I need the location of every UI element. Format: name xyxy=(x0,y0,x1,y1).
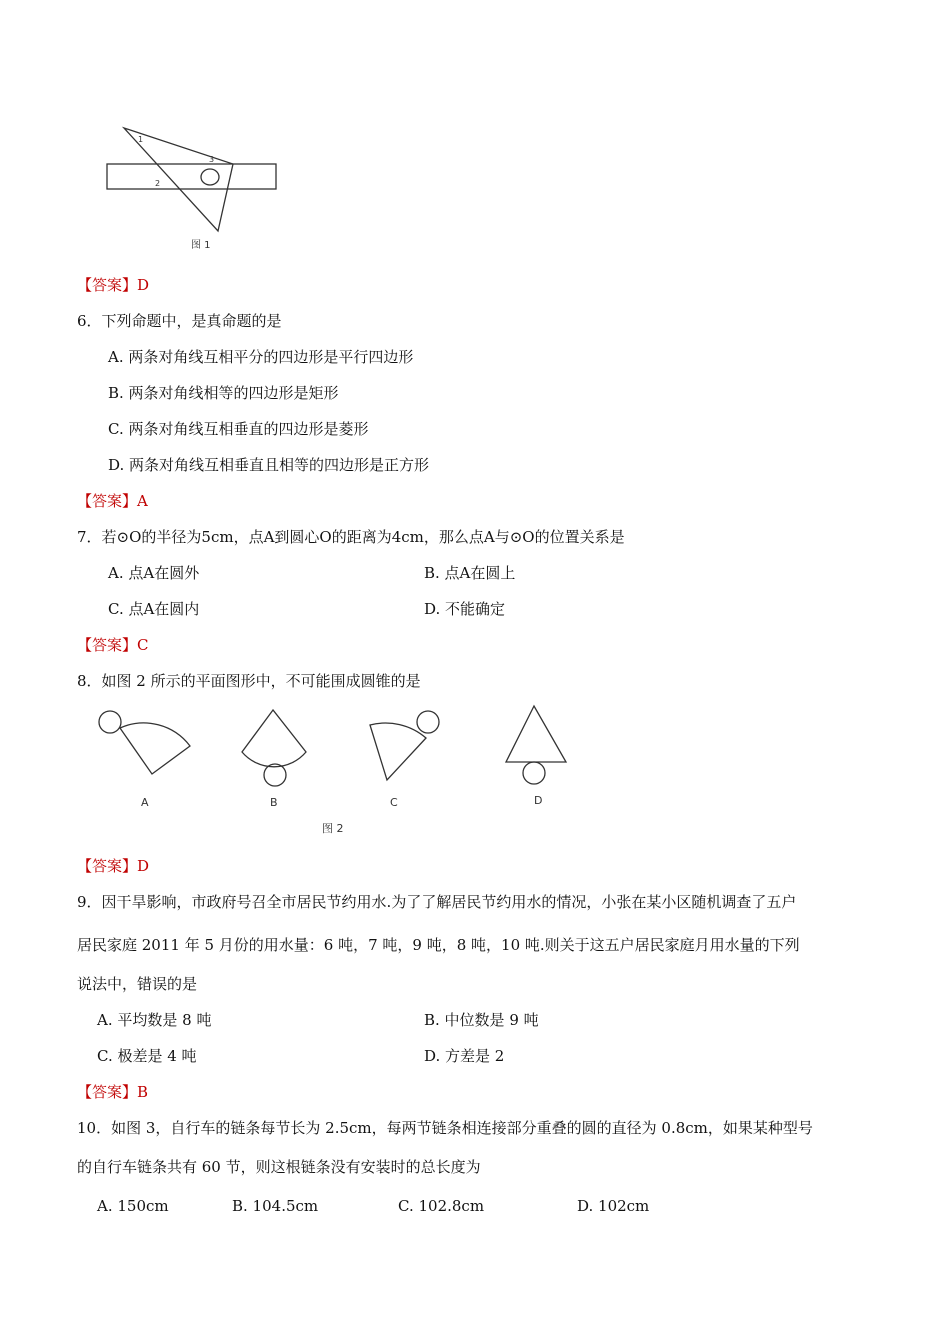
q6-option-b: B. 两条对角线相等的四边形是矩形 xyxy=(108,384,339,402)
shape-a-label: A xyxy=(141,796,149,809)
figure-2-caption: 图 2 xyxy=(322,822,344,835)
q10-stem-line-2: 的自行车链条共有 60 节，则这根链条没有安装时的总长度为 xyxy=(77,1158,481,1176)
q9-stem-line-1: 9．因干旱影响，市政府号召全市居民节约用水.为了了解居民节约用水的情况，小张在某小区随机调查了五户 xyxy=(77,893,797,911)
angle-label-2: 2 xyxy=(155,179,161,188)
q7-option-b: B. 点A在圆上 xyxy=(424,564,516,582)
q7-option-d: D. 不能确定 xyxy=(424,600,506,618)
q5-answer: 【答案】D xyxy=(77,276,150,294)
q7-option-a: A. 点A在圆外 xyxy=(108,564,200,582)
q9-answer: 【答案】B xyxy=(77,1083,149,1101)
q9-option-d: D. 方差是 2 xyxy=(424,1047,505,1065)
q10-stem-line-1: 10．如图 3，自行车的链条每节长为 2.5cm，每两节链条相连接部分重叠的圆的直径为 0.8cm，如果某种型号 xyxy=(77,1119,813,1137)
q8-stem: 8．如图 2 所示的平面图形中，不可能围成圆锥的是 xyxy=(77,672,421,690)
q6-stem: 6．下列命题中，是真命题的是 xyxy=(77,312,282,330)
q6-option-d: D. 两条对角线互相垂直且相等的四边形是正方形 xyxy=(108,456,430,474)
q7-answer: 【答案】C xyxy=(77,636,149,654)
shape-c xyxy=(370,711,439,809)
q10-option-c: C. 102.8cm xyxy=(398,1197,485,1215)
shape-a xyxy=(99,711,190,809)
ruler-hole xyxy=(201,169,219,185)
q9-stem-line-2: 居民家庭 2011 年 5 月份的用水量：6 吨，7 吨，9 吨，8 吨，10 吨.则关于这五户居民家庭月用水量的下列 xyxy=(77,936,800,954)
figure-1-caption: 图 1 xyxy=(191,240,211,251)
q9-option-c: C. 极差是 4 吨 xyxy=(97,1047,197,1065)
angle-label-3: 3 xyxy=(209,155,215,164)
ruler-strip xyxy=(107,164,276,189)
q10-option-a: A. 150cm xyxy=(97,1197,169,1215)
q9-option-a: A. 平均数是 8 吨 xyxy=(97,1011,212,1029)
shape-c-label: C xyxy=(390,796,398,809)
q9-option-b: B. 中位数是 9 吨 xyxy=(424,1011,539,1029)
q6-option-a: A. 两条对角线互相平分的四边形是平行四边形 xyxy=(108,348,414,366)
q7-option-c: C. 点A在圆内 xyxy=(108,600,200,618)
q6-option-c: C. 两条对角线互相垂直的四边形是菱形 xyxy=(108,420,369,438)
shape-b xyxy=(242,710,306,809)
shape-d xyxy=(506,706,566,807)
figure-2 xyxy=(90,700,590,840)
q7-stem: 7．若⊙O的半径为5cm，点A到圆心O的距离为4cm，那么点A与⊙O的位置关系是 xyxy=(77,528,625,546)
q10-option-d: D. 102cm xyxy=(577,1197,650,1215)
q6-answer: 【答案】A xyxy=(77,492,148,510)
shape-b-label: B xyxy=(270,796,278,809)
q9-stem-line-3: 说法中，错误的是 xyxy=(77,975,198,993)
q8-answer: 【答案】D xyxy=(77,857,150,875)
shape-d-label: D xyxy=(534,794,543,807)
q10-option-b: B. 104.5cm xyxy=(232,1197,319,1215)
figure-1 xyxy=(100,120,290,255)
angle-label-1: 1 xyxy=(138,135,144,144)
